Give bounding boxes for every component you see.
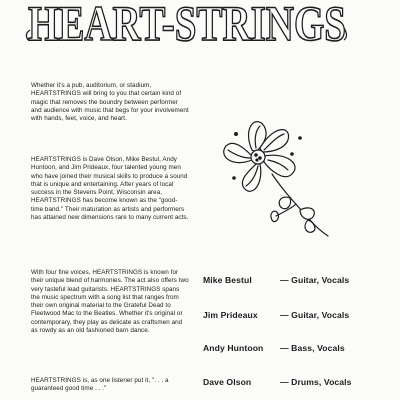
closing-paragraph xyxy=(31,377,189,394)
title-logo xyxy=(22,0,352,52)
member-name: Dave Olson xyxy=(203,377,252,387)
page-title: HEART-STRINGS xyxy=(28,0,346,51)
member-name: Mike Bestul xyxy=(203,275,252,285)
member-role: — Guitar, Vocals xyxy=(280,275,350,285)
member-role: — Drums, Vocals xyxy=(280,377,352,387)
paragraph-text: With four fine voices, HEARTSTRINGS is known for their unique blend of harmonies. The act also offers two very tasteful lead guitarists. HEARTSTRINGS spans the music spectrum with a song list that ranges from their own original material to the Grateful Dead to Fleetwood Mac to the Beatles. Whether it's original or contemporary, they play as delicate as craftsmen and as rowdy as an old fashioned barn dance. xyxy=(31,269,189,335)
paragraph-text: Whether it's a pub, auditorium, or stadium, HEARTSTRINGS will bring to you that certain kind of magic that removes the boundry between performer and audience with music that begs for your involvement with hands, feet, voice, and heart. xyxy=(31,82,189,123)
paragraph-text: HEARTSTRINGS is Dave Olson, Mike Bestul, Andy Huntoon, and Jim Prideaux, four talented young men who have joined their musical skills to produce a sound that is unique and entertaining. After years of local success in the Stevens Point, Wisconsin area, HEARTSTRINGS has become known as the "good-time band." Their maturation as artists and performers has attained new dimensions rare to many current acts. xyxy=(31,156,189,222)
member-role: — Bass, Vocals xyxy=(280,343,345,353)
member-name: Jim Prideaux xyxy=(203,310,258,320)
member-role: — Guitar, Vocals xyxy=(280,310,350,320)
flower-illustration-icon xyxy=(212,108,332,243)
member-name: Andy Huntoon xyxy=(203,343,264,353)
intro-paragraph xyxy=(31,82,189,123)
paragraph-text: HEARTSTRINGS is, as one listener put it, ". . . a guaranteed good time . . ." xyxy=(31,377,169,393)
band-paragraph xyxy=(31,156,189,222)
voices-paragraph xyxy=(31,269,189,335)
